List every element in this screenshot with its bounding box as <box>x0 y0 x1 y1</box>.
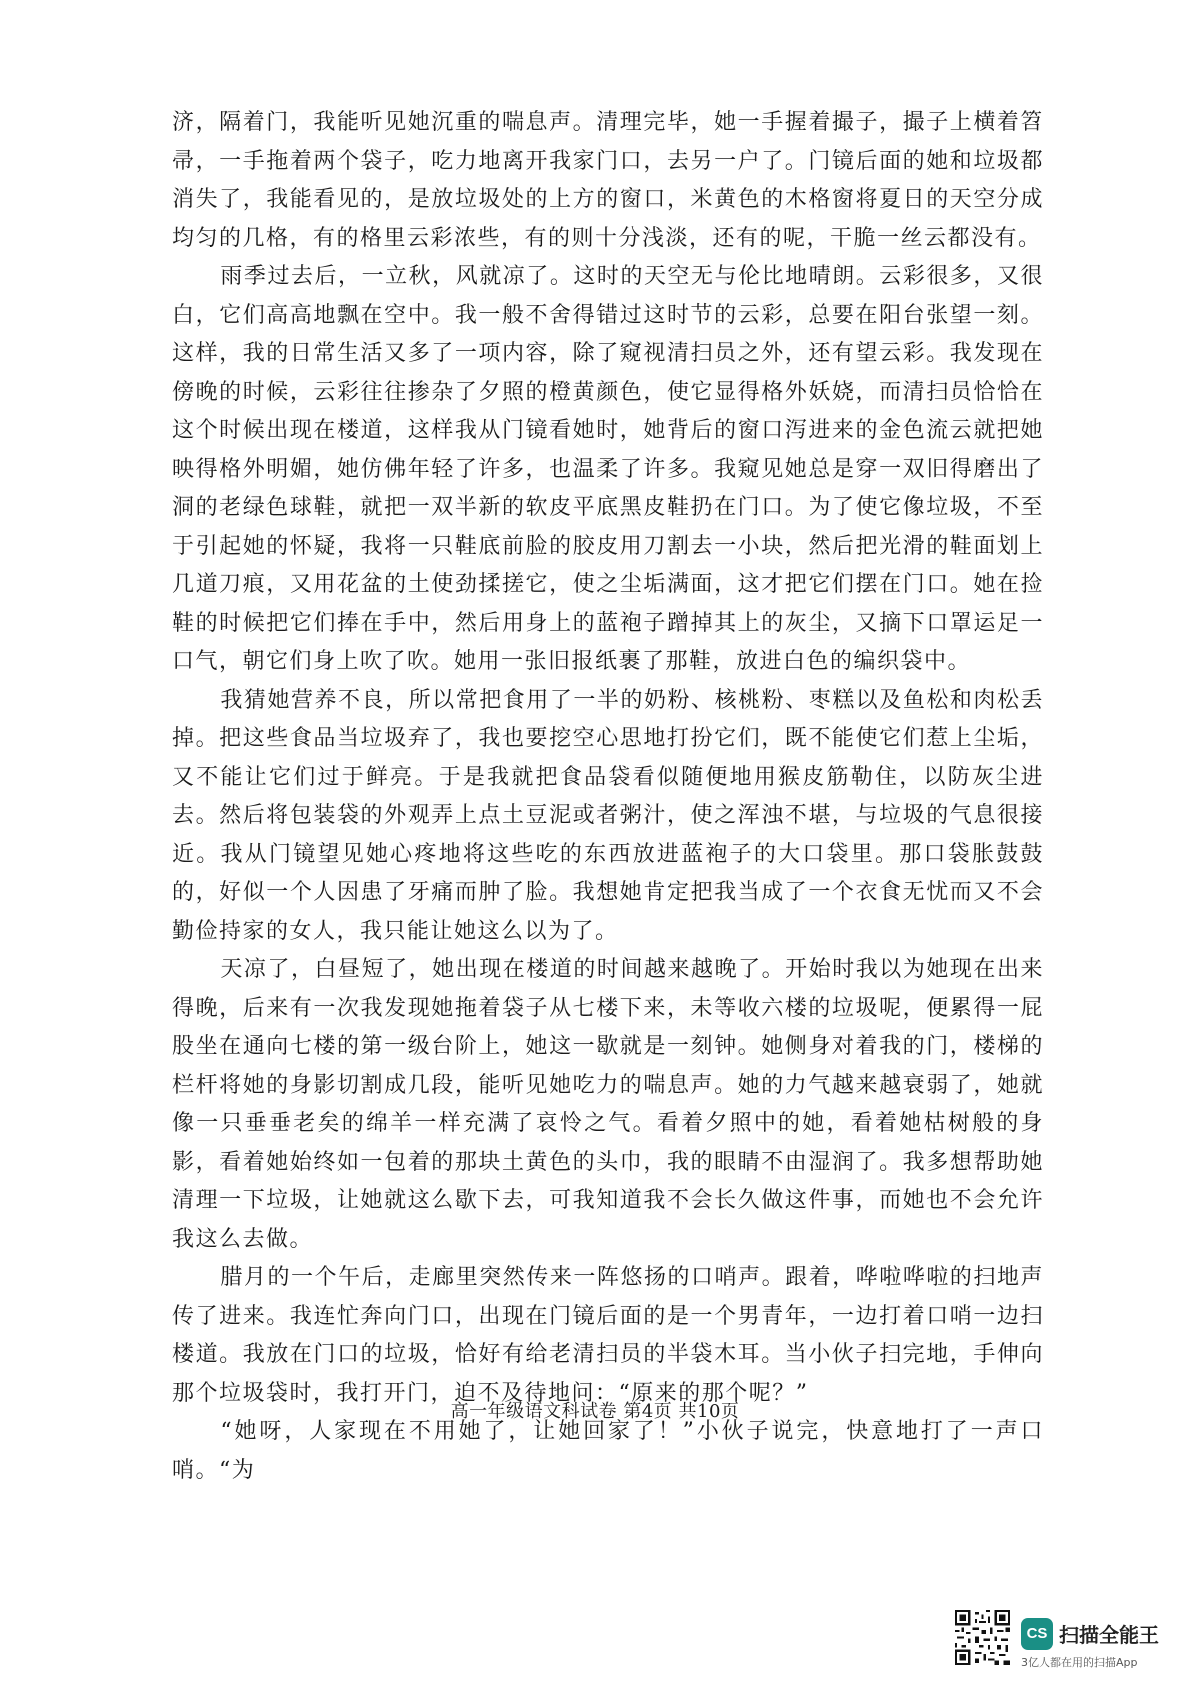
page-footer: 高一年级语文科试卷 第4页 共10页 <box>450 1401 740 1422</box>
article-body <box>172 104 1044 1490</box>
paragraph-2: 雨季过去后，一立秋，风就凉了。这时的天空无与伦比地晴朗。云彩很多，又很白，它们高高地飘在空中。我一般不舍得错过这时节的云彩，总要在阳台张望一刻。这样，我的日常生活又多了一项内容，除了窥视清扫员之外，还有望云彩。我发现在傍晚的时候，云彩往往掺杂了夕照的橙黄颜色，使它显得格外妖娆，而清扫员恰恰在这个时候出现在楼道，这样我从门镜看她时，她背后的窗口泻进来的金色流云就把她映得格外明媚，她仿佛年轻了许多，也温柔了许多。我窥见她总是穿一双旧得磨出了洞的老绿色球鞋，就把一双半新的软皮平底黑皮鞋扔在门口。为了使它像垃圾，不至于引起她的怀疑，我将一只鞋底前脸的胶皮用刀割去一小块，然后把光滑的鞋面划上几道刀痕，又用花盆的土使劲揉搓它，使之尘垢满面，这才把它们摆在门口。她在捡鞋的时候把它们捧在手中，然后用身上的蓝袍子蹭掉其上的灰尘，又摘下口罩运足一口气，朝它们身上吹了吹。她用一张旧报纸裹了那鞋，放进白色的编织袋中。 <box>172 264 1044 674</box>
paragraph-4: 天凉了，白昼短了，她出现在楼道的时间越来越晚了。开始时我以为她现在出来得晚，后来有一次我发现她拖着袋子从七楼下来，未等收六楼的垃圾呢，便累得一屁股坐在通向七楼的第一级台阶上，她这一歇就是一刻钟。她侧身对着我的门，楼梯的栏杆将她的身影切割成几段，能听见她吃力的喘息声。她的力气越来越衰弱了，她就像一只垂垂老矣的绵羊一样充满了哀怜之气。看着夕照中的她，看着她枯树般的身影，看着她始终如一包着的那块土黄色的头巾，我的眼睛不由湿润了。我多想帮助她清理一下垃圾，让她就这么歇下去，可我知道我不会长久做这件事，而她也不会允许我这么去做。 <box>172 957 1044 1252</box>
scanner-app-name: 扫描全能王 <box>1059 1623 1159 1647</box>
scanner-slogan: 3亿人都在用的扫描App <box>1021 1656 1138 1669</box>
camscanner-logo: CS <box>1021 1618 1053 1650</box>
scanner-watermark <box>955 1610 1175 1672</box>
paragraph-1: 济，隔着门，我能听见她沉重的喘息声。清理完毕，她一手握着撮子，撮子上横着笤帚，一手拖着两个袋子，吃力地离开我家门口，去另一户了。门镜后面的她和垃圾都消失了，我能看见的，是放垃圾处的上方的窗口，米黄色的木格窗将夏日的天空分成均匀的几格，有的格里云彩浓些，有的则十分浅淡，还有的呢，干脆一丝云都没有。 <box>172 110 1044 251</box>
qr-code-icon <box>955 1610 1010 1665</box>
paragraph-6: “她呀，人家现在不用她了，让她回家了！”小伙子说完，快意地打了一声口哨。“为 <box>172 1419 1044 1483</box>
paragraph-3: 我猜她营养不良，所以常把食用了一半的奶粉、核桃粉、枣糕以及鱼松和肉松丢掉。把这些食品当垃圾弃了，我也要挖空心思地打扮它们，既不能使它们惹上尘垢，又不能让它们过于鲜亮。于是我就把食品袋看似随便地用猴皮筋勒住，以防灰尘进去。然后将包装袋的外观弄上点土豆泥或者粥汁，使之浑浊不堪，与垃圾的气息很接近。我从门镜望见她心疼地将这些吃的东西放进蓝袍子的大口袋里。那口袋胀鼓鼓的，好似一个人因患了牙痛而肿了脸。我想她肯定把我当成了一个衣食无忧而又不会勤俭持家的女人，我只能让她这么以为了。 <box>172 687 1044 944</box>
paragraph-5: 腊月的一个午后，走廊里突然传来一阵悠扬的口哨声。跟着，哗啦哗啦的扫地声传了进来。我连忙奔向门口，出现在门镜后面的是一个男青年，一边打着口哨一边扫楼道。我放在门口的垃圾，恰好有给老清扫员的半袋木耳。当小伙子扫完地，手伸向那个垃圾袋时，我打开门，迫不及待地问：“原来的那个呢？” <box>172 1265 1044 1406</box>
